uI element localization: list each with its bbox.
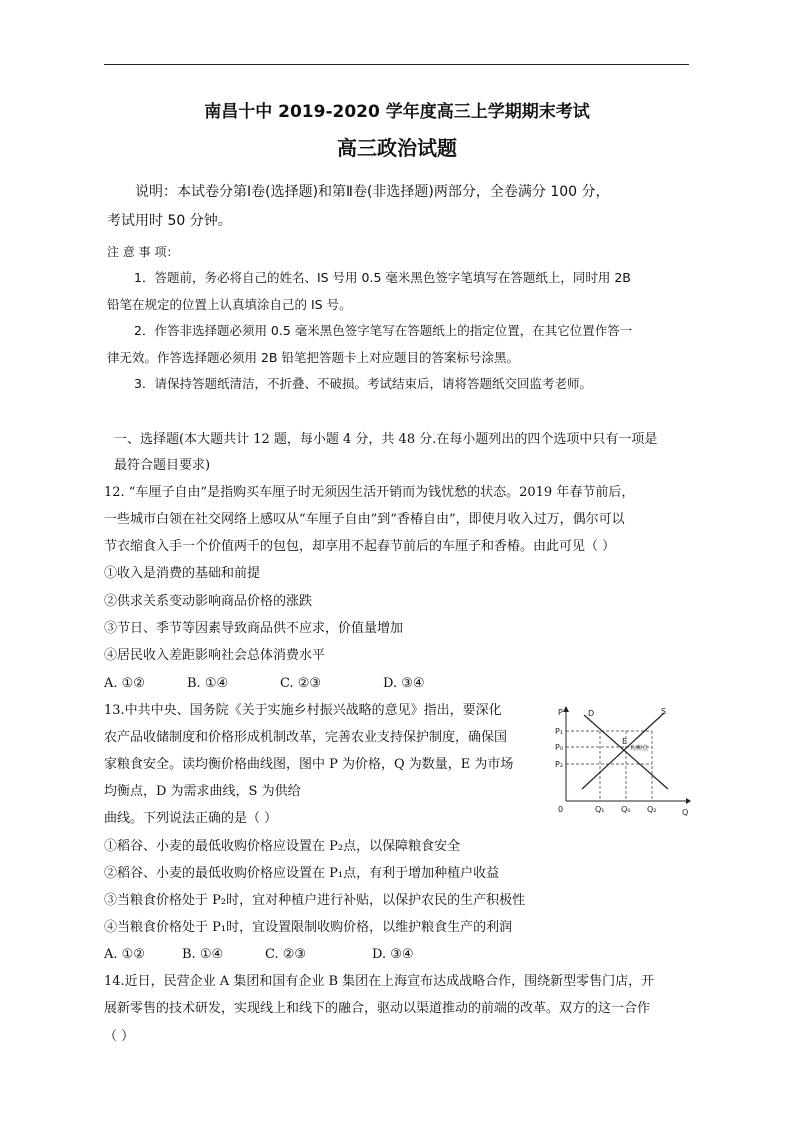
- exam-title: 南昌十中 2019-2020 学年度高三上学期期末考试: [204, 102, 590, 122]
- p1-tick: P₁: [555, 727, 564, 736]
- note-2-line-2: 律无效。作答选择题必须用 2B 铅笔把答题卡上对应题目的答案标号涂黑。: [107, 350, 519, 365]
- section-heading-line-2: 最符合题目要求): [114, 458, 211, 473]
- q-axis-label: Q: [682, 808, 689, 817]
- q13-statement-4: ④当粮食价格处于 P₁时，宜设置限制收购价格，以维护粮食生产的利润: [104, 920, 513, 935]
- q14-stem-line-3: （ ）: [104, 1029, 135, 1044]
- demand-curve-label: D: [588, 709, 595, 718]
- q13-choice-d: D. ③④: [372, 947, 414, 962]
- supply-curve-label: S: [661, 707, 667, 716]
- q14-stem-line-1: 14.近日，民营企业 A 集团和国有企业 B 集团在上海宣布达成战略合作，围绕新型零售门店，开: [104, 974, 655, 989]
- q13-choice-b: B. ①④: [182, 947, 224, 962]
- note-2-line-1: 2．作答非选择题必须用 0.5 毫米黑色签字笔写在答题纸上的指定位置，在其它位置作答一: [134, 323, 633, 338]
- note-3: 3．请保持答题纸清洁，不折叠、不破损。考试结束后，请将答题纸交回监考老师。: [134, 376, 592, 391]
- q13-choice-c: C. ②③: [265, 947, 307, 962]
- equilibrium-annotation: 均衡点: [630, 745, 649, 752]
- q12-statement-2: ②供求关系变动影响商品价格的涨跌: [104, 594, 313, 609]
- p-axis-arrow-icon: [563, 706, 569, 712]
- p-axis-label: P: [558, 708, 563, 717]
- q12-stem-line-1: 12. “车厘子自由”是指购买车厘子时无须因生活开销而为钱忧愁的状态。2019 年春节前后，: [104, 485, 635, 500]
- q13-stem-line-3: 家粮食安全。读均衡价格曲线图，图中 P 为价格，Q 为数量，E 为市场: [104, 757, 514, 772]
- equilibrium-price-graph: [552, 703, 692, 821]
- q13-statement-2: ②稻谷、小麦的最低收购价格应设置在 P₁点，有利于增加种植户收益: [104, 866, 500, 881]
- note-1-line-2: 铅笔在规定的位置上认真填涂自己的 IS 号。: [107, 297, 352, 312]
- q-axis-arrow-icon: [686, 798, 691, 804]
- intro-line-2: 考试用时 50 分钟。: [107, 213, 232, 229]
- q12-choice-c: C. ②③: [280, 676, 322, 691]
- q12-statement-4: ④居民收入差距影响社会总体消费水平: [104, 648, 326, 663]
- q12-choice-d: D. ③④: [383, 676, 425, 691]
- q13-stem-line-4: 均衡点，D 为需求曲线，S 为供给: [104, 784, 301, 799]
- q1-tick: Q₁: [595, 805, 605, 814]
- section-heading-line-1: 一、选择题(本大题共计 12 题，每小题 4 分，共 48 分.在每小题列出的四个选项中只有一项是: [114, 432, 658, 447]
- q12-choice-b: B. ①④: [187, 676, 229, 691]
- q12-statement-3: ③节日、季节等因素导致商品供不应求，价值量增加: [104, 621, 404, 636]
- q12-stem-line-3: 节衣缩食入手一个价值两千的包包，却享用不起春节前后的车厘子和香椿。由此可见（ ）: [104, 539, 616, 554]
- intro-line-1: 说明：本试卷分第Ⅰ卷(选择题)和第Ⅱ卷(非选择题)两部分，全卷满分 100 分，: [135, 184, 610, 200]
- q13-statement-1: ①稻谷、小麦的最低收购价格应设置在 P₂点，以保障粮食安全: [104, 839, 461, 854]
- p2-tick: P₂: [555, 760, 564, 769]
- p0-tick: P₀: [555, 743, 564, 752]
- q13-stem-line-2: 农产品收储制度和价格形成机制改革，完善农业支持保护制度，确保国: [104, 730, 508, 745]
- q12-statement-1: ①收入是消费的基础和前提: [104, 566, 261, 581]
- q14-stem-line-2: 展新零售的技术研发，实现线上和线下的融合，驱动以渠道推动的前端的改革。双方的这一合作: [104, 1001, 651, 1016]
- equilibrium-point-label: E: [622, 737, 628, 746]
- q13-choice-a: A. ①②: [104, 947, 145, 962]
- q12-choice-a: A. ①②: [104, 676, 145, 691]
- q2-tick: Q₂: [647, 805, 657, 814]
- origin-label: 0: [558, 805, 564, 814]
- notes-heading: 注 意 事 项：: [107, 245, 179, 259]
- q0-tick: Q₀: [621, 805, 631, 814]
- q13-stem-line-1: 13.中共中央、国务院《关于实施乡村振兴战略的意见》指出，要深化: [104, 703, 502, 718]
- q12-stem-line-2: 一些城市白领在社交网络上感叹从“车厘子自由”到“香椿自由”，即使月收入过万，偶尔可以: [104, 512, 625, 527]
- q13-stem-line-5: 曲线。下列说法正确的是（ ）: [104, 811, 278, 826]
- exam-subtitle: 高三政治试题: [337, 136, 457, 160]
- header-rule: [104, 64, 689, 65]
- note-1-line-1: 1．答题前，务必将自己的姓名、IS 号用 0.5 毫米黑色签字笔填写在答题纸上，同时用 2B: [134, 270, 631, 285]
- q13-statement-3: ③当粮食价格处于 P₂时，宜对种植户进行补贴，以保护农民的生产积极性: [104, 893, 526, 908]
